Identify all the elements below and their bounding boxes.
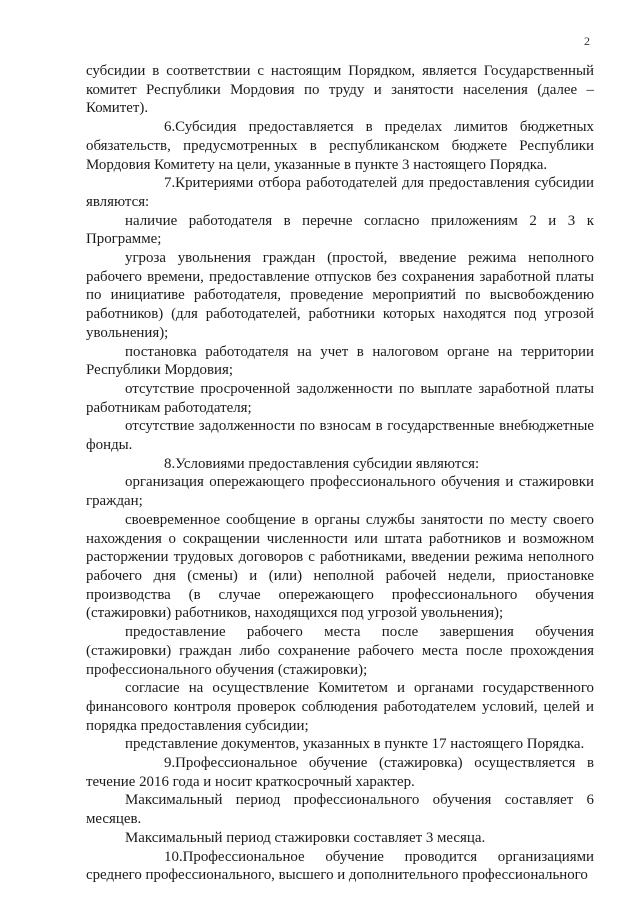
paragraph-text: угроза увольнения граждан (простой, введение режима неполного рабочего времени, предоставление отпусков без сохранения заработной платы по инициативе работодателя, проведение мероприятий по высвобождению работников) (для работодателей, работники которых находятся под угрозой увольнения); <box>86 250 594 341</box>
paragraph <box>86 118 594 174</box>
paragraph-text: предоставление рабочего места после завершения обучения (стажировки) граждан либо сохранение рабочего места после прохождения профессионального обучения (стажировки); <box>86 624 594 678</box>
paragraph <box>86 249 594 343</box>
paragraph-text: согласие на осуществление Комитетом и органами государственного финансового контроля проверок соблюдения работодателем условий, целей и порядка предоставления субсидии; <box>86 680 594 734</box>
paragraph <box>86 212 594 249</box>
paragraph-text: постановка работодателя на учет в налоговом органе на территории Республики Мордовия; <box>86 343 594 379</box>
paragraph <box>86 623 594 679</box>
clause-number: 10. <box>164 848 183 865</box>
clause-number: 6. <box>164 119 176 136</box>
document-body <box>86 62 594 885</box>
paragraph-text: отсутствие просроченной задолженности по выплате заработной платы работникам работодателя; <box>86 380 594 416</box>
clause-number: 8. <box>164 455 176 472</box>
paragraph <box>86 473 594 510</box>
paragraph-text: Максимальный период профессионального обучения составляет 6 месяцев. <box>86 792 594 828</box>
clause-number: 7. <box>164 175 176 192</box>
paragraph-text: Критериями отбора работодателей для предоставления субсидии являются: <box>86 175 594 210</box>
paragraph <box>86 791 594 828</box>
paragraph-text: Профессиональное обучение (стажировка) осуществляется в течение 2016 года и носит краткосрочный характер. <box>86 755 594 790</box>
paragraph <box>86 174 594 211</box>
paragraph-text: Условиями предоставления субсидии являются: <box>175 455 480 472</box>
paragraph <box>86 62 594 118</box>
paragraph-text: отсутствие задолженности по взносам в государственные внебюджетные фонды. <box>86 418 594 454</box>
paragraph <box>86 343 594 380</box>
paragraph-text: Субсидия предоставляется в пределах лимитов бюджетных обязательств, предусмотренных в республиканском бюджете Республики Мордовия Комитету на цели, указанные в пункте 3 настоящего Порядка. <box>86 119 594 173</box>
paragraph <box>86 679 594 735</box>
paragraph-text: субсидии в соответствии с настоящим Порядком, является Государственный комитет Республики Мордовия по труду и занятости населения (далее – Комитет). <box>86 63 594 117</box>
paragraph <box>86 829 594 848</box>
paragraph-text: своевременное сообщение в органы службы занятости по месту своего нахождения о сокращении численности или штата работников и возможном расторжении трудовых договоров с работниками, введении режима неполного рабочего дня (смены) и (или) неполной рабочей недели, приостановке производства (в случае опережающего профессионального обучения (стажировки) работников, находящихся под угрозой увольнения); <box>86 511 594 622</box>
paragraph-text: Профессиональное обучение проводится организациями среднего профессионального, высшего и дополнительного профессионального <box>86 848 594 884</box>
clause-number: 9. <box>164 755 176 772</box>
paragraph-text: наличие работодателя в перечне согласно приложениям 2 и 3 к Программе; <box>86 212 594 248</box>
paragraph-text: представление документов, указанных в пункте 17 настоящего Порядка. <box>125 736 585 753</box>
paragraph <box>86 754 594 791</box>
page-number: 2 <box>584 34 590 48</box>
paragraph-text: организация опережающего профессионального обучения и стажировки граждан; <box>86 474 594 510</box>
paragraph <box>86 511 594 623</box>
paragraph <box>86 380 594 417</box>
paragraph <box>86 455 594 474</box>
paragraph <box>86 735 594 754</box>
paragraph-text: Максимальный период стажировки составляет 3 месяца. <box>125 829 486 846</box>
paragraph <box>86 417 594 454</box>
paragraph <box>86 848 594 885</box>
